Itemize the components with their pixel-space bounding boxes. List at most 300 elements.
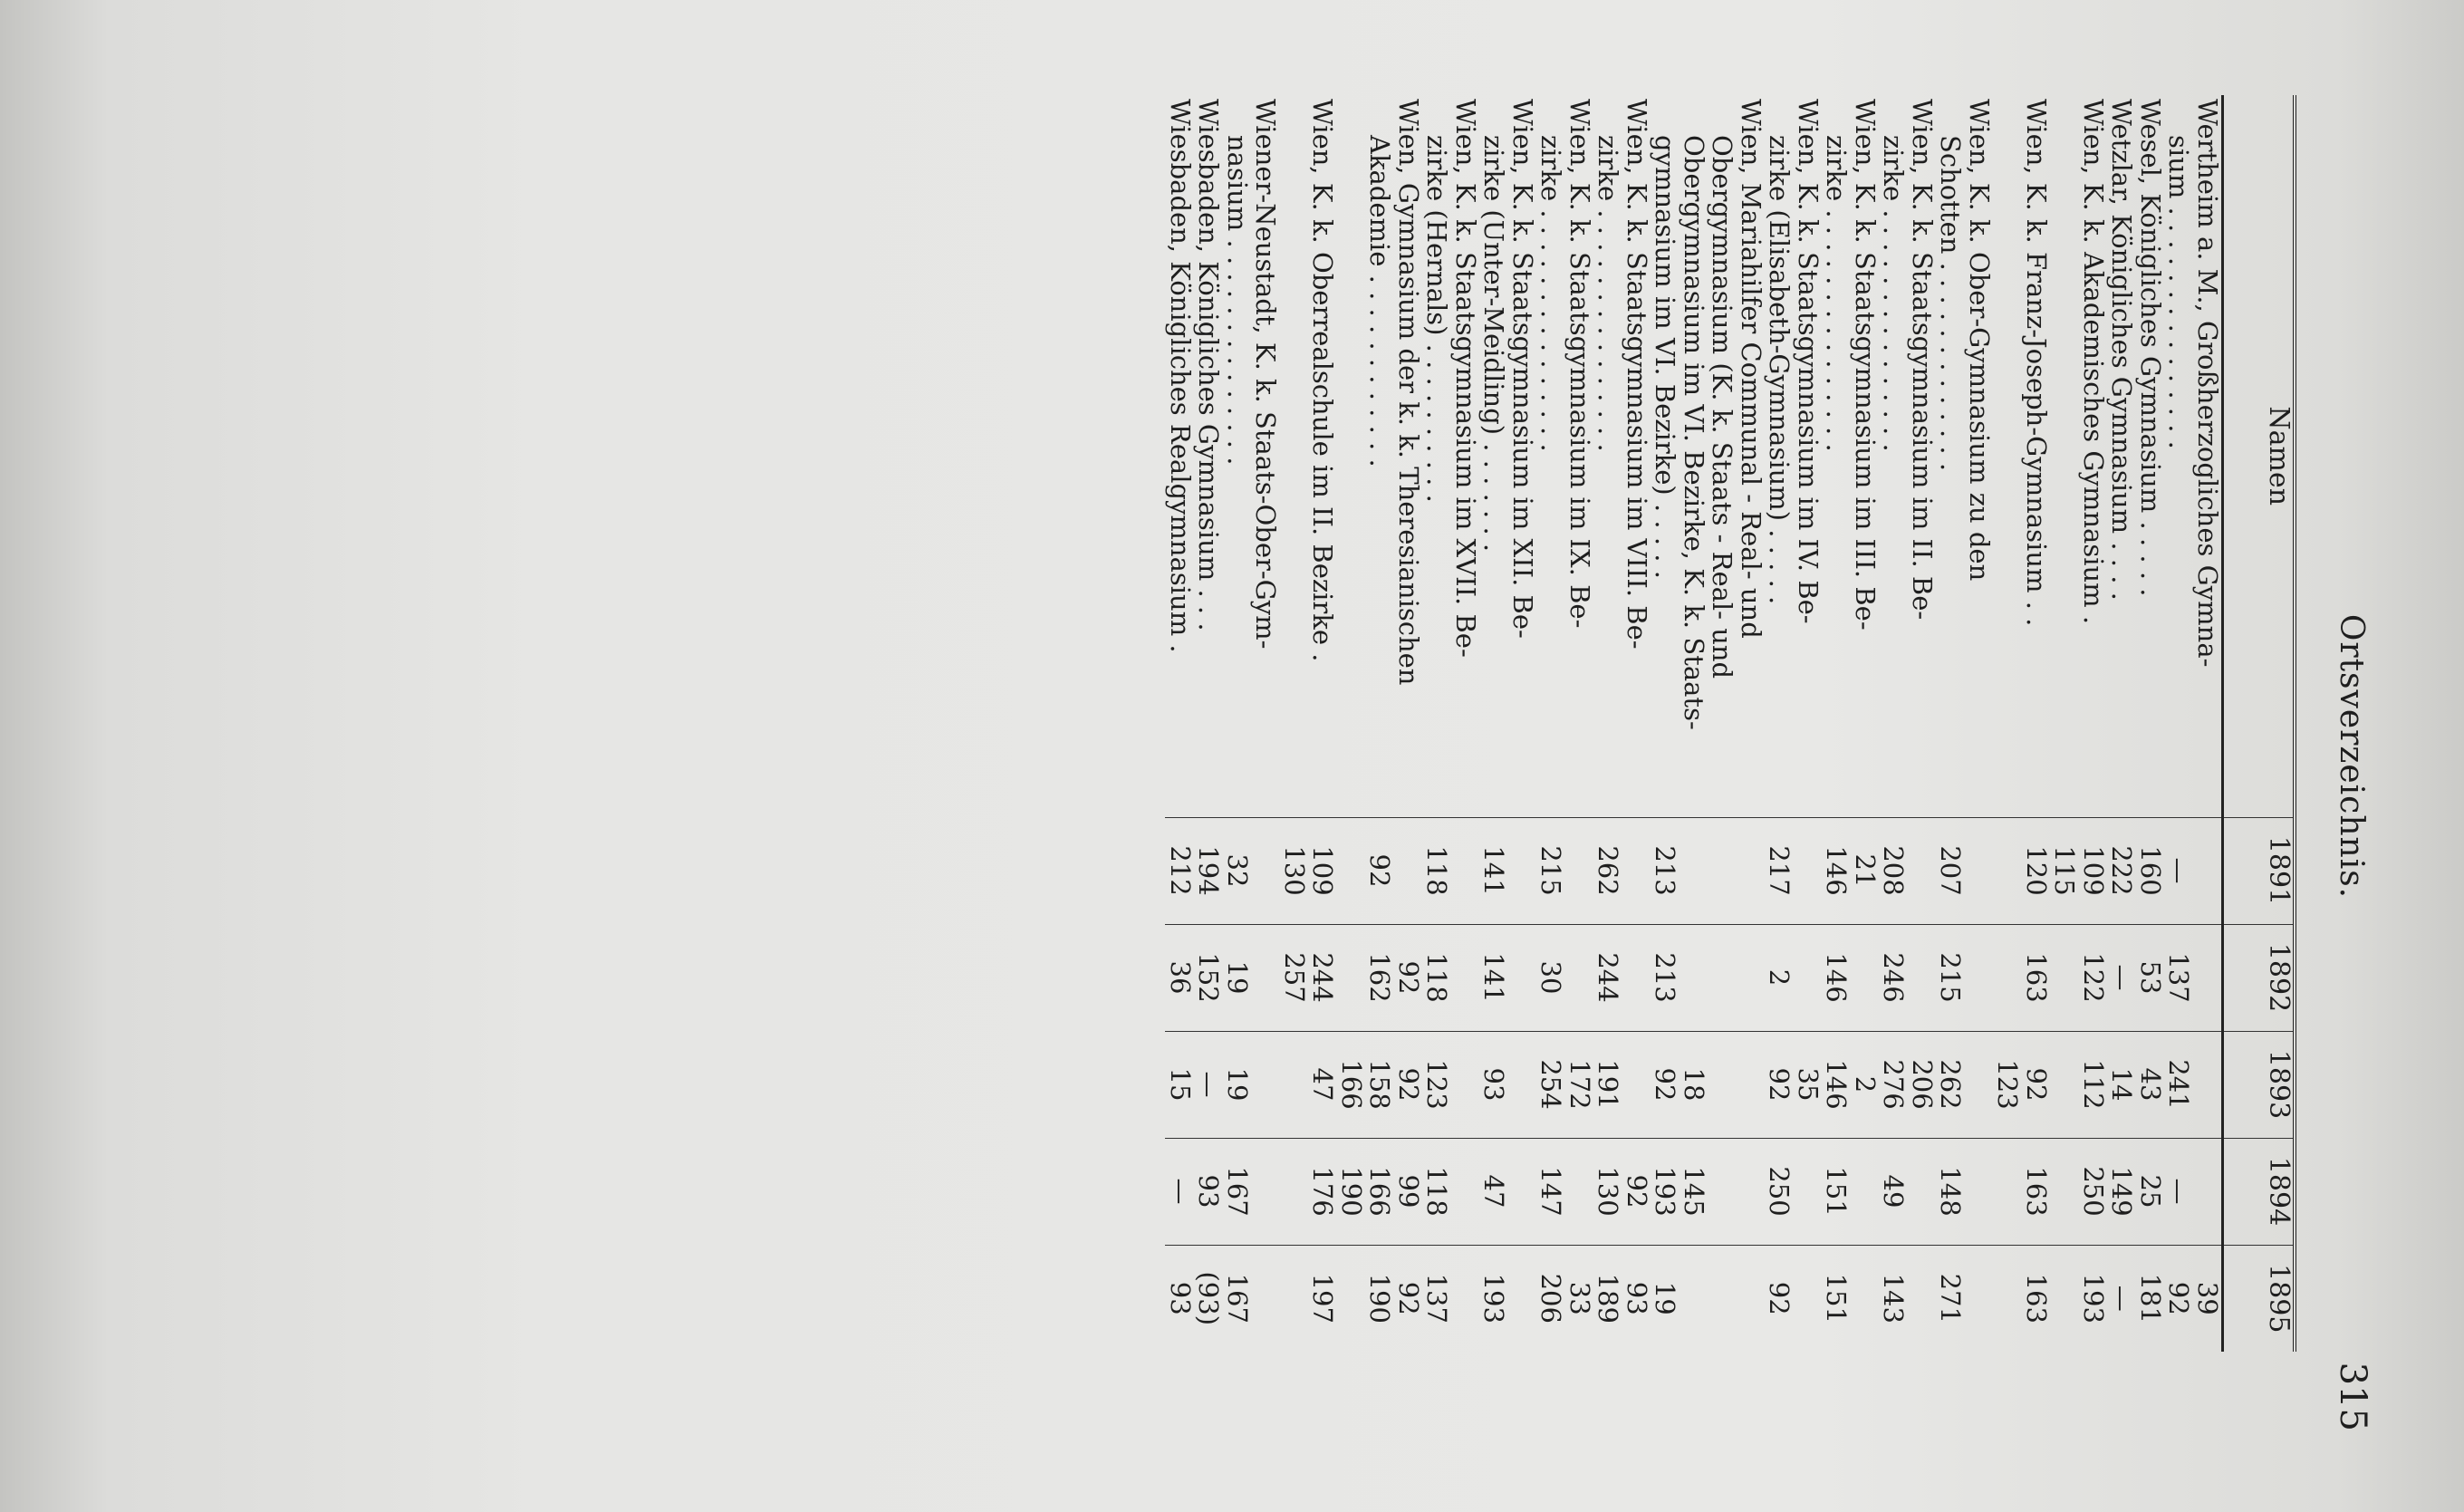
spacer — [1508, 1139, 1537, 1245]
page-ref-cell-1892 — [2136, 924, 2165, 1031]
table-row — [1337, 95, 1423, 1352]
page-ref-value: 244 — [1593, 952, 1624, 1003]
spacer — [1965, 1246, 1994, 1353]
column-header-1893: 1893 — [2223, 1031, 2296, 1138]
page-ref-value: 35 — [1793, 1067, 1824, 1102]
page-ref-value: 167 — [1222, 1166, 1253, 1217]
page-ref-cell-1893 — [1879, 1031, 1936, 1138]
place-name-line: Wien, K. k. Oberrealschule im II. Bezirke . — [1307, 99, 1339, 662]
table-row — [2136, 95, 2165, 1352]
table-row — [1593, 95, 1651, 1352]
page-ref-cell-1894 — [1879, 1138, 1936, 1245]
page-ref-value: 141 — [1478, 845, 1510, 896]
place-name-line: zirke . . . . . . . . . . . . . . . — [1821, 135, 1853, 452]
place-name-line: Wiesbaden, Königliches Realgymnasium . — [1165, 99, 1196, 653]
page-ref-value: 92 — [1764, 1067, 1795, 1102]
page-ref-cell-1892 — [1879, 924, 1936, 1031]
page-ref-value: 222 — [2106, 845, 2138, 896]
spacer — [1251, 1139, 1280, 1245]
page-ref-value: 141 — [1478, 952, 1510, 1003]
place-name-line: Wesel, Königliches Gymnasium . . . . . — [2135, 99, 2166, 597]
page-ref-value: 152 — [1193, 952, 1225, 1003]
page-ref-cell-1895 — [2050, 1245, 2107, 1352]
page-ref-value: 33 — [1564, 1281, 1595, 1315]
table-row — [1422, 95, 1479, 1352]
page-ref-value: 193 — [1478, 1273, 1510, 1324]
page-ref-cell-1892 — [1223, 924, 1280, 1031]
page-ref-value: 246 — [1878, 952, 1910, 1003]
page-ref-cell-1891 — [1993, 817, 2050, 924]
place-name-line: gymnasium im VI. Bezirke) . . . . . — [1650, 135, 1681, 579]
spacer — [1451, 1246, 1480, 1353]
table-row — [1936, 95, 1993, 1352]
column-header-namen: Namen — [2263, 406, 2295, 506]
page-ref-cell-1895 — [1993, 1245, 2050, 1352]
page-ref-cell-1894 — [1536, 1138, 1593, 1245]
page-ref-value: 130 — [1279, 845, 1310, 896]
page-ref-cell-1895 — [1765, 1245, 1822, 1352]
page-ref-value: 49 — [1878, 1174, 1910, 1209]
page-ref-value: 137 — [1421, 1273, 1453, 1324]
page-ref-cell-1894 — [1993, 1138, 2050, 1245]
table-row — [1280, 95, 1337, 1352]
page-ref-value: 262 — [1593, 845, 1624, 896]
place-name-line: Wien, K. k. Ober-Gymnasium zu den — [1964, 99, 1995, 582]
page-ref-cell-1893 — [2050, 1031, 2107, 1138]
place-name-line: Wien, K. k. Staatsgymnasium im XII. Be- — [1507, 99, 1538, 639]
page-number: 315 — [2332, 1362, 2373, 1431]
page-ref-value: 215 — [1935, 952, 1967, 1003]
page-ref-cell-1893 — [1337, 1031, 1423, 1138]
spacer — [1508, 1032, 1537, 1138]
page-ref-value: 250 — [2078, 1166, 2109, 1217]
page-ref-cell-1893 — [2164, 1031, 2223, 1138]
page-ref-cell-1893 — [2136, 1031, 2165, 1138]
place-name-line: zirke (Unter-Meidling) . . . . . . . — [1478, 135, 1510, 553]
page-ref-value: — — [2163, 1178, 2195, 1205]
page-ref-cell-1894 — [1337, 1138, 1423, 1245]
place-name-line: Wien, K. k. Franz-Joseph-Gymnasium . . — [2021, 99, 2052, 627]
page-ref-value: 120 — [2021, 845, 2052, 896]
table-row — [1765, 95, 1822, 1352]
page-ref-cell-1894 — [1479, 1138, 1536, 1245]
page-ref-value: 276 — [1878, 1059, 1910, 1110]
page-ref-value: — — [1193, 1071, 1225, 1098]
table-row — [1822, 95, 1879, 1352]
page-ref-cell-1895 — [1422, 1245, 1479, 1352]
page-ref-value: 2 — [1850, 1075, 1881, 1093]
page-ref-value: 166 — [1336, 1059, 1367, 1110]
page-ref-cell-1892 — [1822, 924, 1879, 1031]
page-ref-value: 39 — [2192, 1281, 2223, 1315]
page-ref-value: 271 — [1935, 1273, 1967, 1324]
page-ref-value: 122 — [2078, 952, 2109, 1003]
page-ref-value: 215 — [1535, 845, 1567, 896]
page-ref-value: 213 — [1650, 845, 1681, 896]
page-ref-cell-1895 — [1651, 1245, 1765, 1352]
page-ref-cell-1893 — [1194, 1031, 1223, 1138]
page-ref-value: 19 — [1222, 960, 1253, 995]
spacer — [1851, 1246, 1880, 1353]
place-name-cell — [1651, 95, 1765, 817]
page-ref-cell-1891 — [1536, 817, 1593, 924]
page-ref-value: 193 — [2078, 1273, 2109, 1324]
page-ref-cell-1891 — [1822, 817, 1879, 924]
table-row — [2050, 95, 2107, 1352]
page-ref-value: 206 — [1907, 1059, 1938, 1110]
place-name-cell — [1993, 95, 2050, 817]
place-name-line: Wien, K. k. Staatsgymnasium im IV. Be- — [1793, 99, 1824, 624]
page-ref-cell-1895 — [1822, 1245, 1879, 1352]
page-ref-cell-1894 — [1593, 1138, 1651, 1245]
spacer — [1908, 925, 1937, 1031]
spacer — [2193, 925, 2222, 1031]
place-name-cell — [1822, 95, 1879, 817]
place-name-line: zirke (Elisabeth-Gymnasium) . . . . . — [1764, 135, 1795, 605]
page-ref-cell-1891 — [1936, 817, 1993, 924]
page-ref-value: 206 — [1535, 1273, 1567, 1324]
page-ref-cell-1892 — [1651, 924, 1765, 1031]
column-header-1891: 1891 — [2223, 817, 2296, 924]
page-ref-value: 109 — [2078, 845, 2109, 896]
spacer — [1708, 1032, 1737, 1138]
place-name-line: Schotten . . . . . . . . . . . . . — [1935, 135, 1967, 472]
place-name-line: Wien, Mariahilfer Communal - Real- und — [1736, 99, 1766, 639]
table-row — [1479, 95, 1536, 1352]
spacer — [1565, 925, 1594, 1031]
page-ref-cell-1893 — [1280, 1031, 1337, 1138]
page-ref-value: 158 — [1364, 1059, 1396, 1110]
page-ref-cell-1895 — [1879, 1245, 1936, 1352]
page-ref-cell-1893 — [2107, 1031, 2136, 1138]
spacer — [1965, 1032, 1994, 1138]
page-ref-cell-1894 — [2164, 1138, 2223, 1245]
page-ref-value: 21 — [1850, 853, 1881, 888]
page-ref-cell-1891 — [2136, 817, 2165, 924]
page-ref-value: (93) — [1193, 1271, 1225, 1326]
place-name-cell — [1223, 95, 1280, 817]
page-ref-value: — — [1165, 1178, 1196, 1205]
place-name-line: zirke . . . . . . . . . . . . . . . — [1878, 135, 1910, 452]
page-ref-value: 92 — [1393, 960, 1424, 995]
page-ref-cell-1893 — [1166, 1031, 1195, 1138]
place-name-line: Akademie . . . . . . . . . . . . — [1364, 135, 1396, 467]
spacer — [1622, 925, 1651, 1031]
page-ref-value: 197 — [1307, 1273, 1339, 1324]
page-ref-cell-1892 — [1166, 924, 1195, 1031]
page-ref-value: 181 — [2135, 1273, 2166, 1324]
spacer — [1737, 1246, 1766, 1353]
page-ref-value: 147 — [1535, 1166, 1567, 1217]
spacer — [1622, 818, 1651, 924]
page-ref-value: 118 — [1421, 1166, 1453, 1217]
page-ref-cell-1892 — [1479, 924, 1536, 1031]
spacer — [1251, 1246, 1280, 1353]
place-name-line: Wien, K. k. Staatsgymnasium im VIII. Be- — [1622, 99, 1652, 650]
spacer — [1708, 1246, 1737, 1353]
page-ref-cell-1893 — [1651, 1031, 1765, 1138]
page-ref-cell-1893 — [1822, 1031, 1879, 1138]
page-ref-value: 47 — [1307, 1067, 1339, 1102]
spacer — [1965, 1139, 1994, 1245]
spacer — [1508, 818, 1537, 924]
page-ref-value: 257 — [1279, 952, 1310, 1003]
page-ref-cell-1895 — [1536, 1245, 1593, 1352]
page-ref-cell-1891 — [2050, 817, 2107, 924]
place-name-cell — [1166, 95, 1195, 817]
page-ref-cell-1892 — [1194, 924, 1223, 1031]
page-ref-cell-1895 — [2136, 1245, 2165, 1352]
spacer — [1251, 925, 1280, 1031]
page-ref-value: 189 — [1593, 1273, 1624, 1324]
page-ref-value: 151 — [1821, 1166, 1853, 1217]
spacer — [1680, 1246, 1708, 1353]
spacer — [1737, 818, 1766, 924]
page-ref-value: 99 — [1393, 1174, 1424, 1209]
place-name-line: Wien, K. k. Staatsgymnasium im IX. Be- — [1564, 99, 1595, 629]
page-ref-value: 241 — [2163, 1059, 2195, 1110]
place-name-cell — [1879, 95, 1936, 817]
page-ref-value: 191 — [1593, 1059, 1624, 1110]
page-ref-value: 143 — [1878, 1273, 1910, 1324]
page-ref-value: 18 — [1679, 1067, 1709, 1102]
page-ref-value: 262 — [1935, 1059, 1967, 1110]
page-ref-value: 172 — [1564, 1059, 1595, 1110]
page-ref-cell-1893 — [1223, 1031, 1280, 1138]
page-ref-value: 92 — [1764, 1281, 1795, 1315]
page-ref-value: 160 — [2135, 845, 2166, 896]
place-name-cell — [1479, 95, 1536, 817]
page-ref-value: 25 — [2135, 1174, 2166, 1209]
page-ref-cell-1892 — [1337, 924, 1423, 1031]
page-ref-cell-1893 — [1936, 1031, 1993, 1138]
page-ref-cell-1894 — [1280, 1138, 1337, 1245]
page-ref-cell-1891 — [1223, 817, 1280, 924]
page-ref-value: 130 — [1593, 1166, 1624, 1217]
page-ref-value: 92 — [2021, 1067, 2052, 1102]
page-ref-cell-1895 — [2164, 1245, 2223, 1352]
page-ref-value: 146 — [1821, 1059, 1853, 1110]
page-ref-cell-1894 — [1166, 1138, 1195, 1245]
page-ref-value: 149 — [2106, 1166, 2138, 1217]
page-ref-value: 123 — [1992, 1059, 2024, 1110]
spacer — [1708, 818, 1737, 924]
page-ref-value: 148 — [1935, 1166, 1967, 1217]
place-name-cell — [1593, 95, 1651, 817]
spacer — [1794, 1246, 1823, 1353]
spacer — [1737, 1139, 1766, 1245]
spacer — [1251, 818, 1280, 924]
spacer — [1737, 925, 1766, 1031]
page-ref-value: 92 — [1622, 1174, 1652, 1209]
page-ref-cell-1895 — [1479, 1245, 1536, 1352]
spacer — [1708, 1139, 1737, 1245]
table-header — [2223, 95, 2296, 1352]
column-header-1895: 1895 — [2223, 1245, 2296, 1352]
page-ref-value: 2 — [1764, 968, 1795, 987]
page-ref-cell-1892 — [2107, 924, 2136, 1031]
place-name-cell — [2164, 95, 2223, 817]
page-ref-value: 43 — [2135, 1067, 2166, 1102]
place-name-cell — [1765, 95, 1822, 817]
page-ref-cell-1895 — [1280, 1245, 1337, 1352]
spacer — [2193, 1139, 2222, 1245]
spacer — [1708, 925, 1737, 1031]
page-ref-cell-1894 — [2050, 1138, 2107, 1245]
page-ref-cell-1891 — [1765, 817, 1822, 924]
page-ref-cell-1894 — [2107, 1138, 2136, 1245]
page-ref-value: 92 — [1393, 1281, 1424, 1315]
page-ref-value: 250 — [1764, 1166, 1795, 1217]
page-ref-cell-1892 — [1593, 924, 1651, 1031]
table-row — [1993, 95, 2050, 1352]
page-ref-value: 162 — [1364, 952, 1396, 1003]
spacer — [1451, 925, 1480, 1031]
column-header-1892: 1892 — [2223, 924, 2296, 1031]
page-ref-cell-1893 — [1765, 1031, 1822, 1138]
place-name-cell — [1422, 95, 1479, 817]
page-ref-cell-1892 — [2050, 924, 2107, 1031]
page-ref-value: 163 — [2021, 1166, 2052, 1217]
page-ref-cell-1891 — [1280, 817, 1337, 924]
page-ref-cell-1894 — [1822, 1138, 1879, 1245]
spacer — [1394, 818, 1423, 924]
spacer — [1965, 925, 1994, 1031]
page-ref-value: 92 — [1364, 853, 1396, 888]
spacer — [1794, 925, 1823, 1031]
place-name-line: Obergymnasium (K. k. Staats - Real- und — [1707, 135, 1738, 679]
place-name-cell — [1936, 95, 1993, 817]
page-ref-cell-1895 — [2107, 1245, 2136, 1352]
page-ref-cell-1892 — [1536, 924, 1593, 1031]
page-ref-value: 123 — [1421, 1059, 1453, 1110]
place-name-line: Wien, Gymnasium der k. k. Theresianischen — [1393, 99, 1424, 686]
place-name-line: Wien, K. k. Staatsgymnasium im III. Be- — [1850, 99, 1881, 631]
spacer — [1565, 1139, 1594, 1245]
spacer — [1851, 925, 1880, 1031]
page-ref-cell-1892 — [1765, 924, 1822, 1031]
table-row — [1879, 95, 1936, 1352]
page-ref-cell-1893 — [1422, 1031, 1479, 1138]
page-ref-cell-1891 — [1593, 817, 1651, 924]
page-ref-value: 194 — [1193, 845, 1225, 896]
page-ref-value: 167 — [1222, 1273, 1253, 1324]
place-name-cell — [2107, 95, 2136, 817]
page-ref-value: 193 — [1650, 1166, 1681, 1217]
spacer — [1737, 1032, 1766, 1138]
spacer — [1451, 818, 1480, 924]
page-ref-value: 212 — [1165, 845, 1196, 896]
page-ref-cell-1891 — [1337, 817, 1423, 924]
page-ref-value: 254 — [1535, 1059, 1567, 1110]
page-ref-value: 36 — [1165, 960, 1196, 995]
table-row — [1536, 95, 1593, 1352]
page-ref-value: 207 — [1935, 845, 1967, 896]
page-ref-cell-1893 — [1536, 1031, 1593, 1138]
page-ref-cell-1893 — [1479, 1031, 1536, 1138]
page-ref-cell-1895 — [1223, 1245, 1280, 1352]
table-row — [2107, 95, 2136, 1352]
page-ref-cell-1891 — [1422, 817, 1479, 924]
place-index-table — [1166, 95, 2297, 1352]
page-ref-cell-1895 — [1936, 1245, 1993, 1352]
page-ref-value: 146 — [1821, 952, 1853, 1003]
page-ref-value: 213 — [1650, 952, 1681, 1003]
table-body — [1166, 95, 2223, 1352]
page-ref-cell-1894 — [1765, 1138, 1822, 1245]
page-ref-value: 112 — [2078, 1059, 2109, 1110]
page-ref-cell-1891 — [1166, 817, 1195, 924]
page-ref-value: 109 — [1307, 845, 1339, 896]
page-ref-cell-1893 — [1593, 1031, 1651, 1138]
spacer — [1251, 1032, 1280, 1138]
spacer — [1565, 818, 1594, 924]
page-ref-cell-1891 — [2164, 817, 2223, 924]
column-header-1894: 1894 — [2223, 1138, 2296, 1245]
spacer — [1851, 1139, 1880, 1245]
place-name-line: Wien, K. k. Staatsgymnasium im XVII. Be- — [1450, 99, 1481, 658]
place-name-cell — [1536, 95, 1593, 817]
page-ref-value: 118 — [1421, 952, 1453, 1003]
place-name-line: Obergymnasium im VI. Bezirke, K. k. Staats- — [1679, 135, 1709, 730]
page-ref-value: 118 — [1421, 845, 1453, 896]
page-ref-value: 217 — [1764, 845, 1795, 896]
page-ref-value: 32 — [1222, 853, 1253, 888]
page-ref-value: 190 — [1336, 1166, 1367, 1217]
page-ref-cell-1894 — [1936, 1138, 1993, 1245]
page-ref-cell-1894 — [1422, 1138, 1479, 1245]
page-ref-value: 146 — [1821, 845, 1853, 896]
place-name-line: Wiener-Neustadt, K. k. Staats-Ober-Gym- — [1250, 99, 1282, 650]
page-ref-value: 30 — [1535, 960, 1567, 995]
page-ref-cell-1894 — [1223, 1138, 1280, 1245]
page-ref-value: 137 — [2163, 952, 2195, 1003]
page-ref-value: 14 — [2106, 1067, 2138, 1102]
page-ref-value: — — [2163, 857, 2195, 884]
page-ref-cell-1892 — [1422, 924, 1479, 1031]
page-ref-value: 244 — [1307, 952, 1339, 1003]
table-row — [1166, 95, 1195, 1352]
page-ref-cell-1892 — [1280, 924, 1337, 1031]
page-ref-value: 92 — [1650, 1067, 1681, 1102]
place-name-line: sium . . . . . . . . . . . . . . . — [2163, 135, 2195, 449]
place-name-cell — [1337, 95, 1423, 817]
spacer — [2193, 1032, 2222, 1138]
page-ref-value: 92 — [2163, 1281, 2195, 1315]
page-ref-value: 145 — [1679, 1166, 1709, 1217]
spacer — [1908, 818, 1937, 924]
page-ref-value: 190 — [1364, 1273, 1396, 1324]
spacer — [1908, 1139, 1937, 1245]
table-row — [1651, 95, 1765, 1352]
table-row — [2164, 95, 2223, 1352]
page-ref-cell-1894 — [1651, 1138, 1765, 1245]
page-title: Ortsverzeichnis. — [2333, 613, 2370, 900]
page-ref-value: 93 — [1622, 1281, 1652, 1315]
spacer — [1965, 818, 1994, 924]
page-ref-cell-1891 — [1651, 817, 1765, 924]
page-ref-cell-1895 — [1166, 1245, 1195, 1352]
page-ref-value: 19 — [1650, 1281, 1681, 1315]
place-name-cell — [2136, 95, 2165, 817]
page-ref-cell-1893 — [1993, 1031, 2050, 1138]
page-ref-cell-1891 — [2107, 817, 2136, 924]
page-ref-cell-1891 — [1479, 817, 1536, 924]
spacer — [1794, 1139, 1823, 1245]
place-name-cell — [1194, 95, 1223, 817]
page-ref-cell-1894 — [1194, 1138, 1223, 1245]
page-ref-value: 93 — [1193, 1174, 1225, 1209]
